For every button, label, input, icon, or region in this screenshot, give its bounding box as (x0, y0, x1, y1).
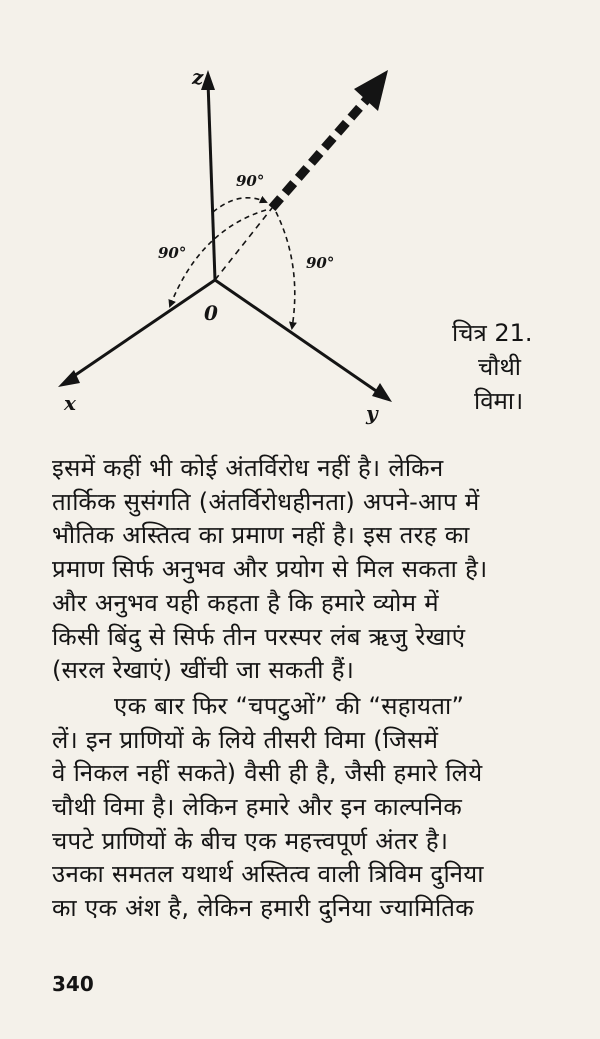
text-line: किसी बिंदु से सिर्फ तीन परस्पर लंब ऋजु रेखाएं (52, 622, 466, 651)
fourth-axis-arrowhead (354, 70, 388, 111)
text-line: वे निकल नहीं सकते) वैसी ही है, जैसी हमारे लिये (52, 759, 483, 788)
caption-line-2: चौथी (478, 353, 522, 381)
caption-line-1: चित्र 21. (452, 319, 533, 347)
angle-label-left: 90° (158, 244, 187, 262)
angle-label-right: 90° (306, 254, 335, 272)
text-line: भौतिक अस्तित्व का प्रमाण नहीं है। इस तरह का (52, 521, 470, 550)
angle-arc-right (276, 212, 295, 328)
text-line: इसमें कहीं भी कोई अंतर्विरोध नहीं है। लेकिन (52, 454, 444, 482)
text-line: चौथी विमा है। लेकिन हमारे और इन काल्पनिक (52, 793, 463, 822)
fourth-axis-guide (215, 208, 272, 280)
body-text (52, 452, 558, 926)
text-line: तार्किक सुसंगति (अंतर्विरोधहीनता) अपने-आप में (52, 487, 480, 516)
origin-label: 0 (204, 301, 218, 325)
x-axis-label: x (64, 391, 76, 415)
figure-caption (452, 316, 562, 418)
text-line: और अनुभव यही कहता है कि हमारे व्योम में (52, 588, 439, 617)
z-axis-label: z (192, 65, 204, 89)
z-axis (208, 82, 215, 280)
y-axis-arrowhead (372, 383, 392, 402)
y-axis (215, 280, 382, 395)
paragraph-2 (52, 690, 558, 926)
text-line: एक बार फिर “चपटुओं” की “सहायता” (114, 691, 465, 720)
y-axis-label: y (366, 401, 378, 425)
angle-label-top: 90° (236, 172, 265, 190)
caption-line-3: विमा। (474, 387, 524, 415)
angle-arc-top (213, 198, 266, 212)
x-axis (68, 280, 215, 380)
text-line: का एक अंश है, लेकिन हमारी दुनिया ज्यामितिक (52, 894, 474, 923)
text-line: लें। इन प्राणियों के लिये तीसरी विमा (जिसमें (52, 725, 439, 754)
fourth-axis-arrow (272, 98, 368, 208)
text-line: प्रमाण सिर्फ अनुभव और प्रयोग से मिल सकता है। (52, 555, 488, 584)
paragraph-1 (52, 452, 558, 688)
text-line: (सरल रेखाएं) खींची जा सकती हैं। (52, 656, 355, 685)
text-line: चपटे प्राणियों के बीच एक महत्त्वपूर्ण अंतर है। (52, 826, 449, 855)
page-number: 340 (52, 972, 94, 996)
text-line: उनका समतल यथार्थ अस्तित्व वाली त्रिविम दुनिया (52, 860, 484, 889)
